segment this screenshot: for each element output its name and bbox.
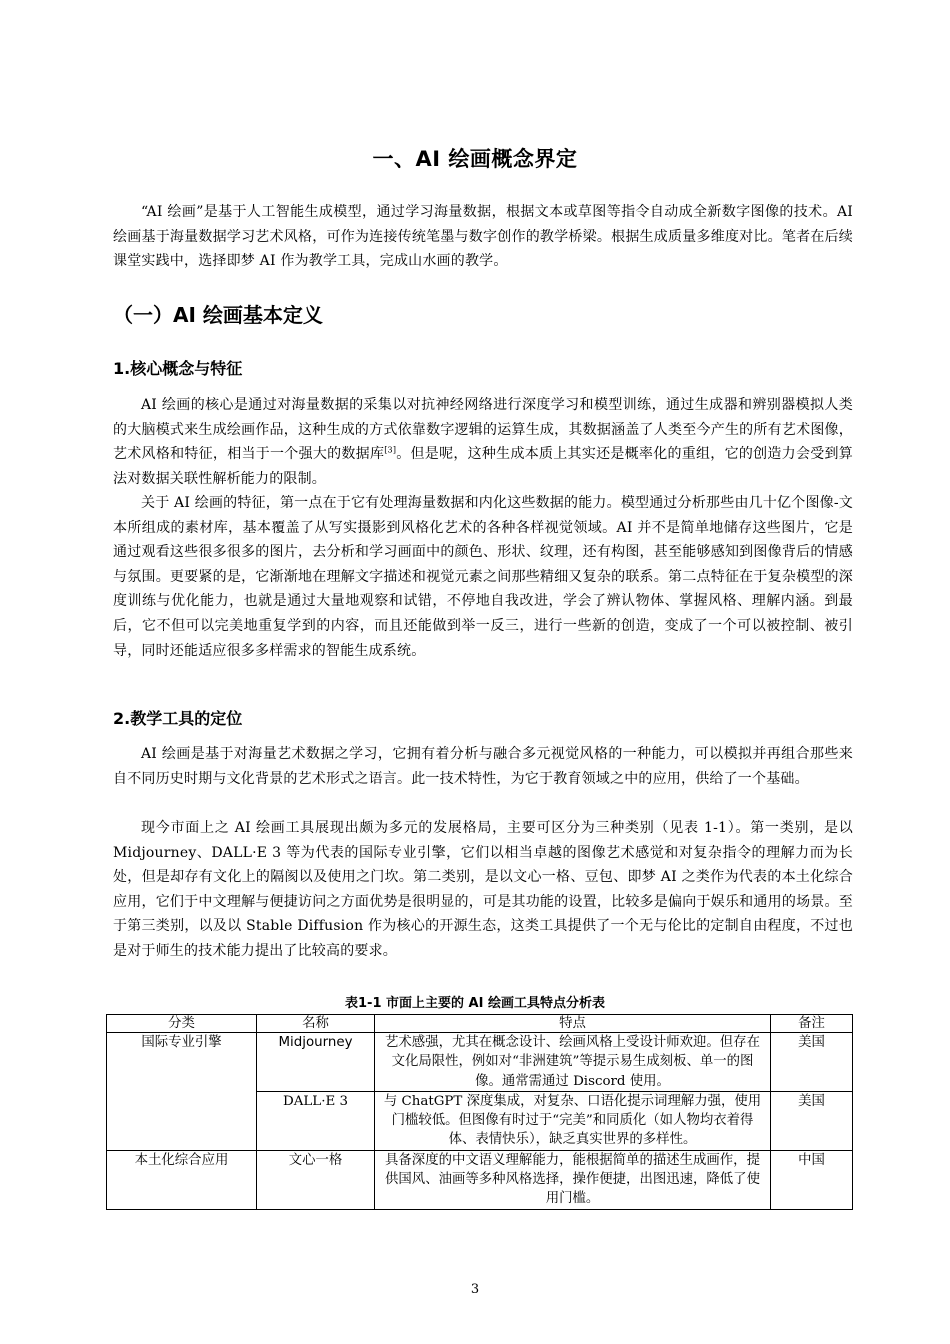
feature-cell: 与 ChatGPT 深度集成，对复杂、口语化提示词理解力强，使用门槛较低。但图像有时过于“完美”和同质化（如人物均衣着得体、表情快乐），缺乏真实世界的多样性。 (375, 1091, 771, 1150)
tools-table (106, 1014, 853, 1210)
page-number: 3 (470, 1282, 480, 1297)
subsection-heading-2: 2.教学工具的定位 (113, 709, 243, 728)
features-paragraph: 关于 AI 绘画的特征，第一点在于它有处理海量数据和内化这些数据的能力。模型通过分析那些由几十亿个图像-文本所组成的素材库，基本覆盖了从写实摄影到风格化艺术的各种各样视觉领域。AI 并不是简单地储存这些图片，它是通过观看这些很多很多的图片，去分析和学习画面中的颜色、形状、纹理，还有构图，甚至能够感知到图像背后的情感与氛围。更要紧的是，它渐渐地在理解文字描述和视觉元素之间那些精细又复杂的联系。第二点特征在于复杂模型的深度训练与优化能力，也就是通过大量地观察和试错，不停地自我改进，学会了辨认物体、掌握风格、理解内涵。到最后，它不但可以完美地重复学到的内容，而且还能做到举一反三，进行一些新的创造，变成了一个可以被控制、被引导，同时还能适应很多多样需求的智能生成系统。 (113, 495, 853, 659)
feature-cell: 具备深度的中文语义理解能力，能根据简单的描述生成画作，提供国风、油画等多种风格选择，操作便捷，出图迅速，降低了使用门槛。 (375, 1150, 771, 1209)
paragraph-text: AI 绘画的核心是通过对海量数据的采集以对抗神经网络进行深度学习和模型训练，通过生成器和辨别器模拟人类的大脑模式来生成绘画作品，这种生成的方式依靠数字逻辑的运算生成，其数据涵盖了人类至今产生的所有艺术图像，艺术风格和特征，相当于一个强大的数据库 (113, 397, 853, 463)
teaching-tool-paragraph: AI 绘画是基于对海量艺术数据之学习，它拥有着分析与融合多元视觉风格的一种能力，可以模拟并再组合那些来自不同历史时期与文化背景的艺术形式之语言。此一技术特性，为它于教育领域之中的应用，供给了一个基础。 (113, 746, 853, 787)
column-header: 分类 (107, 1015, 257, 1033)
core-concept-paragraph (113, 393, 853, 491)
category-cell: 国际专业引擎 (107, 1033, 257, 1151)
feature-cell: 艺术感强，尤其在概念设计、绘画风格上受设计师欢迎。但存在文化局限性，例如对“非洲建筑”等提示易生成刻板、单一的图像。通常需通过 Discord 使用。 (375, 1033, 771, 1092)
tools-overview-paragraph: 现今市面上之 AI 绘画工具展现出颇为多元的发展格局，主要可区分为三种类别（见表 1-1）。第一类别，是以 Midjourney、DALL·E 3 等为代表的国际专业引擎，它们以相当卓越的图像艺术感觉和对复杂指令的理解力而为长处，但是却存有文化上的隔阂以及使用之门坎。第二类别，是以文心一格、豆包、即梦 AI 之类作为代表的本土化综合应用，它们于中文理解与便捷访问之方面优势是很明显的，可是其功能的设置，比较多是偏向于娱乐和通用的场景。至于第三类别，以及以 Stable Diffusion 作为核心的开源生态，这类工具提供了一个无与伦比的定制自由程度，不过也是对于师生的技术能力提出了比较高的要求。 (113, 820, 853, 959)
citation-ref: [3] (384, 445, 397, 455)
section-heading: （一）AI 绘画基本定义 (113, 303, 323, 327)
note-cell: 中国 (771, 1150, 853, 1209)
chapter-title: 一、AI 绘画概念界定 (372, 147, 578, 171)
note-cell: 美国 (771, 1033, 853, 1092)
column-header: 备注 (771, 1015, 853, 1033)
paragraph-text-cont: 。但是呢，这种生成本质上其实还是概率化的重组，它的创造力会受到算法对数据关联性解析能力的限制。 (113, 446, 853, 487)
name-cell: 文心一格 (257, 1150, 375, 1209)
subsection-heading-1: 1.核心概念与特征 (113, 359, 243, 378)
name-cell: Midjourney (257, 1033, 375, 1092)
category-cell: 本土化综合应用 (107, 1150, 257, 1209)
column-header: 名称 (257, 1015, 375, 1033)
table-caption: 表1-1 市面上主要的 AI 绘画工具特点分析表 (345, 996, 605, 1011)
column-header: 特点 (375, 1015, 771, 1033)
table-row (107, 1033, 853, 1092)
note-cell: 美国 (771, 1091, 853, 1150)
intro-paragraph: “AI 绘画”是基于人工智能生成模型，通过学习海量数据，根据文本或草图等指令自动成全新数字图像的技术。AI 绘画基于海量数据学习艺术风格，可作为连接传统笔墨与数字创作的教学桥梁。根据生成质量多维度对比。笔者在后续课堂实践中，选择即梦 AI 作为教学工具，完成山水画的教学。 (113, 204, 853, 270)
table-row (107, 1150, 853, 1209)
table-header-row (107, 1015, 853, 1033)
name-cell: DALL·E 3 (257, 1091, 375, 1150)
